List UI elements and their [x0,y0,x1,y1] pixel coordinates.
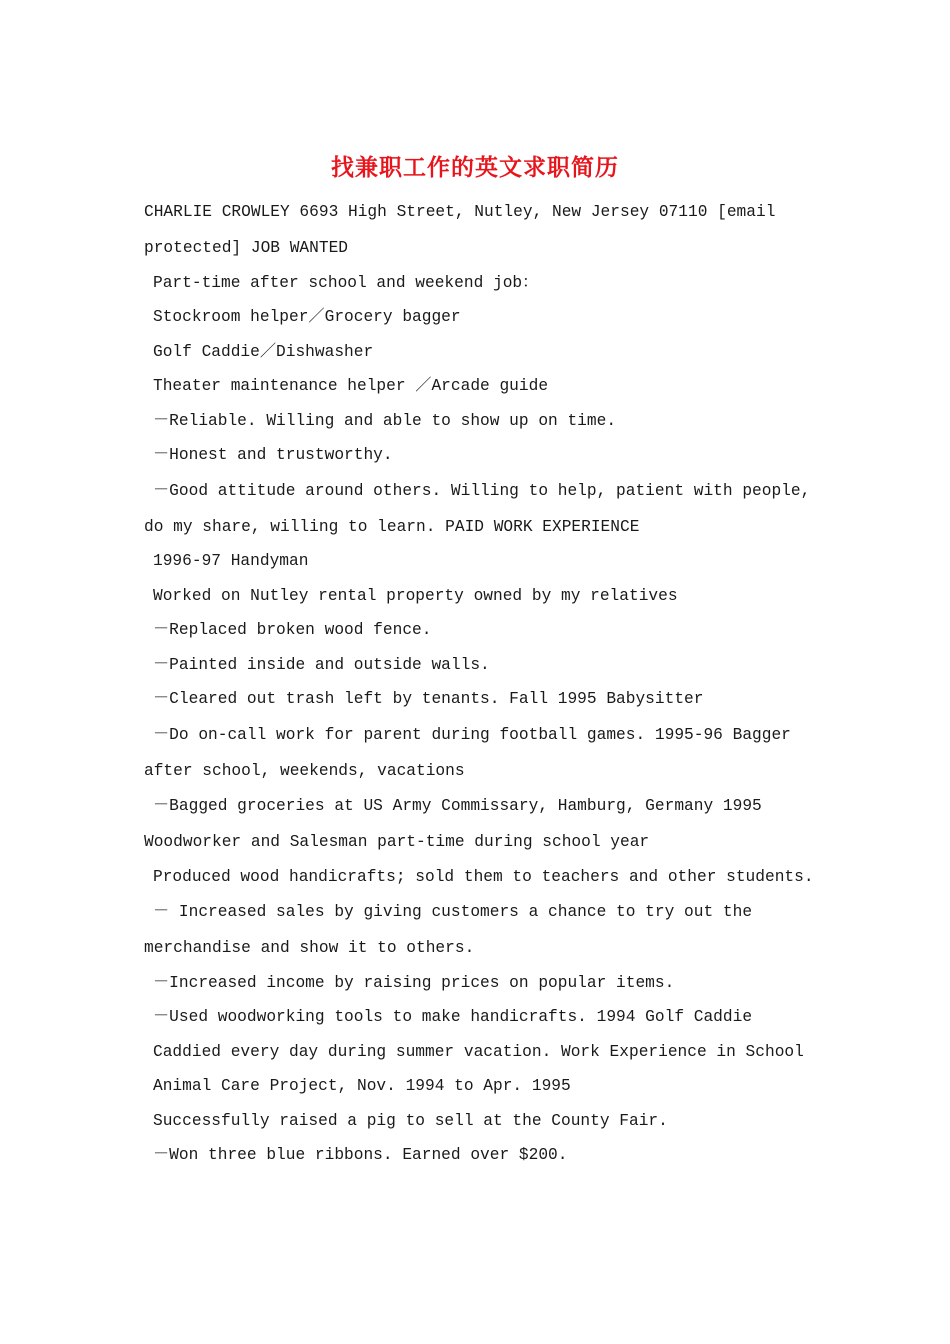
quality-bullet: －Honest and trustworthy. [153,446,393,464]
school-experience-description: Successfully raised a pig to sell at the County Fair. [153,1111,668,1130]
section-heading-line: do my share, willing to learn. PAID WORK EXPERIENCE [144,517,640,536]
experience-bullet: －Do on-call work for parent during football games. 1995-96 Bagger [153,725,791,744]
experience-bullet: －Painted inside and outside walls. [153,655,490,674]
experience-bullet: －Cleared out trash left by tenants. Fall 1995 Babysitter [153,690,704,708]
job-option-line: Theater maintenance helper ／Arcade guide [153,377,549,395]
experience-description: Produced wood handicrafts; sold them to teachers and other students. [153,867,814,886]
resume-body [144,194,814,1173]
experience-bullet: － Increased sales by giving customers a chance to try out the [153,903,753,921]
job-option-line: Golf Caddie／Dishwasher [153,342,374,361]
experience-bullet: －Replaced broken wood fence. [153,621,432,639]
experience-entry: 1996-97 Handyman [153,552,309,570]
contact-line-continued: protected] JOB WANTED [144,239,348,257]
experience-bullet: －Bagged groceries at US Army Commissary, Hamburg, Germany 1995 [153,797,762,815]
experience-bullet: －Increased income by raising prices on popular items. [153,973,675,992]
quality-bullet: －Reliable. Willing and able to show up on time. [153,411,617,430]
school-experience-bullet: －Won three blue ribbons. Earned over $200. [153,1146,568,1164]
job-option-line: Stockroom helper／Grocery bagger [153,308,461,326]
experience-continued: after school, weekends, vacations [144,761,465,780]
experience-description: Caddied every day during summer vacation. Work Experience in School [153,1042,804,1061]
school-experience-entry: Animal Care Project, Nov. 1994 to Apr. 1995 [153,1077,571,1095]
experience-description: Worked on Nutley rental property owned by my relatives [153,586,678,605]
contact-line: CHARLIE CROWLEY 6693 High Street, Nutley, New Jersey 07110 [email [144,203,776,221]
experience-bullet: －Used woodworking tools to make handicrafts. 1994 Golf Caddie [153,1008,753,1026]
quality-bullet: －Good attitude around others. Willing to help, patient with people, [153,481,811,500]
experience-continued: merchandise and show it to others. [144,939,475,957]
document-title: 找兼职工作的英文求职简历 [331,154,619,181]
experience-entry: Woodworker and Salesman part-time during school year [144,833,650,851]
job-wanted-line: Part-time after school and weekend job： [153,273,539,292]
